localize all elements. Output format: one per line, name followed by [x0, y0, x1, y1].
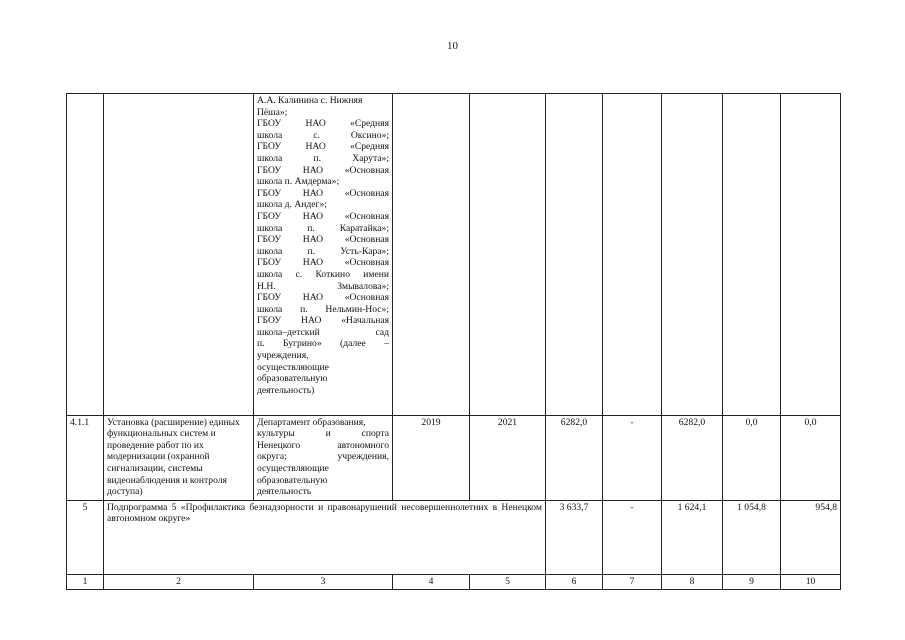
column-number: 7 — [603, 574, 662, 589]
executor-line: школа п. Каратайка»; — [257, 222, 389, 234]
executor-line: п. Бугрино» (далее – — [257, 338, 389, 350]
executor-line: школа с. Оксино»; — [257, 129, 389, 141]
table-row-subprogram-5 — [67, 500, 841, 574]
executor-line: образовательную — [257, 474, 328, 486]
cell-name: Установка (расширение) единых функциональных систем и проведение работ по их модернизации (охранной сигнализации, системы видеонаблюдения и контроля доступа) — [104, 415, 254, 500]
column-number: 6 — [546, 574, 603, 589]
executor-line: Департамент образования, — [257, 416, 366, 428]
page-number: 10 — [447, 40, 458, 52]
table-row-4-1-1 — [67, 415, 841, 500]
cell-district — [662, 94, 723, 416]
cell-district: 1 624,1 — [662, 500, 723, 574]
cell-federal — [603, 94, 662, 416]
column-number: 4 — [393, 574, 470, 589]
executor-line: ГБОУ НАО «Основная — [257, 187, 389, 199]
executor-line: ГБОУ НАО «Основная — [257, 292, 389, 304]
executor-line: школа п. Харута»; — [257, 152, 389, 164]
executor-line: школа п. Усть-Кара»; — [257, 245, 389, 257]
cell-federal: - — [603, 500, 662, 574]
executor-line: школа с. Коткино имени — [257, 268, 389, 280]
executor-line: деятельность — [257, 486, 312, 498]
cell-federal: - — [603, 415, 662, 500]
cell-start-year: 2019 — [393, 415, 470, 500]
cell-end-year: 2021 — [470, 415, 546, 500]
executor-line: ГБОУ НАО «Основная — [257, 234, 389, 246]
cell-local: 1 054,8 — [723, 500, 781, 574]
table-row-continuation — [67, 94, 841, 416]
executor-line: деятельность) — [257, 384, 315, 396]
executor-line: Н.Н. Змывалова»; — [257, 280, 389, 292]
cell-num — [67, 94, 104, 416]
cell-name — [104, 94, 254, 416]
column-number: 10 — [781, 574, 841, 589]
executor-line: ГБОУ НАО «Начальная — [257, 315, 389, 327]
executor-line: ГБОУ НАО «Основная — [257, 210, 389, 222]
executor-line: осуществляющие — [257, 361, 329, 373]
table-row-column-numbers — [67, 574, 841, 589]
program-table — [66, 93, 841, 590]
executor-line: ГБОУ НАО «Основная — [257, 164, 389, 176]
column-number: 2 — [104, 574, 254, 589]
executor-line: школа п. Амдерма»; — [257, 176, 340, 188]
executor-line: школа–детский сад — [257, 326, 389, 338]
cell-executor — [254, 94, 393, 416]
column-number: 3 — [254, 574, 393, 589]
executor-line: осуществляющие — [257, 463, 329, 475]
cell-district: 6282,0 — [662, 415, 723, 500]
executor-line: школа п. Нельмин-Нос»; — [257, 303, 389, 315]
cell-num: 4.1.1 — [67, 415, 104, 500]
cell-num: 5 — [67, 500, 104, 574]
cell-executor — [254, 415, 393, 500]
column-number: 1 — [67, 574, 104, 589]
executor-line: ГБОУ НАО «Средняя — [257, 141, 389, 153]
cell-other: 954,8 — [781, 500, 841, 574]
executor-line: образовательную — [257, 373, 328, 385]
cell-subprogram-title: Подпрограмма 5 «Профилактика безнадзорности и правонарушений несовершеннолетних в Ненецком автономном округе» — [104, 500, 546, 574]
cell-total: 3 633,7 — [546, 500, 603, 574]
executor-line: А.А. Калинина с. Нижняя — [257, 95, 363, 106]
column-number: 8 — [662, 574, 723, 589]
executor-line: учреждения, — [257, 350, 309, 362]
cell-end-year — [470, 94, 546, 416]
executor-line: школа д. Андег»; — [257, 199, 327, 211]
executor-line: культуры и спорта — [257, 428, 389, 440]
cell-local: 0,0 — [723, 415, 781, 500]
executor-line: округа; учреждения, — [257, 451, 389, 463]
cell-other: 0,0 — [781, 415, 841, 500]
column-number: 5 — [470, 574, 546, 589]
cell-total — [546, 94, 603, 416]
executor-line: ГБОУ НАО «Основная — [257, 257, 389, 269]
executor-line: ГБОУ НАО «Средняя — [257, 118, 389, 130]
cell-start-year — [393, 94, 470, 416]
column-number: 9 — [723, 574, 781, 589]
executor-line: Ненецкого автономного — [257, 439, 389, 451]
cell-local — [723, 94, 781, 416]
cell-total: 6282,0 — [546, 415, 603, 500]
executor-line: Пёша»; — [257, 106, 288, 118]
cell-other — [781, 94, 841, 416]
